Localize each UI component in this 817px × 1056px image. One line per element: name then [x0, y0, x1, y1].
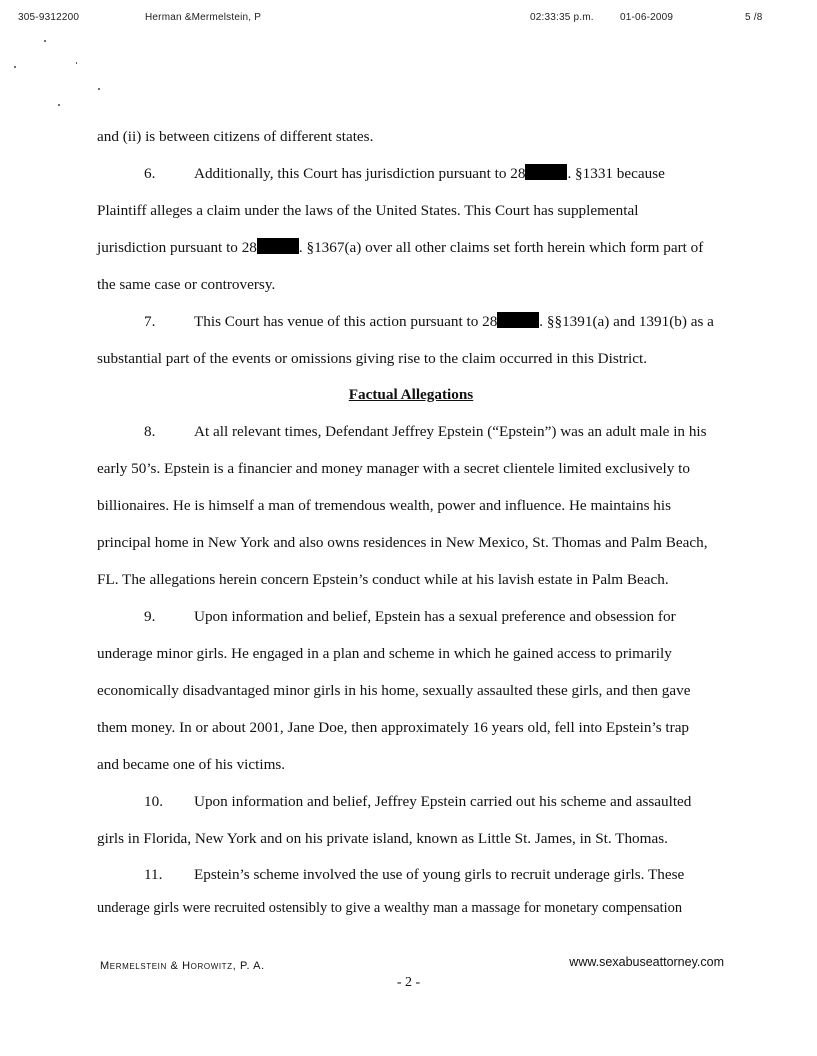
- paragraph-6-line-2: Plaintiff alleges a claim under the laws of the United States. This Court has supplemental: [97, 202, 639, 219]
- paragraph-8-line-3: billionaires. He is himself a man of tremendous wealth, power and influence. He maintains his: [97, 497, 672, 514]
- paragraph-8-line-2: early 50’s. Epstein is a financier and money manager with a secret clientele limited exclusively to: [97, 460, 690, 477]
- paragraph-9-line-1: 9. Upon information and belief, Epstein has a sexual preference and obsession for: [97, 598, 725, 635]
- paragraph-number: 10.: [144, 793, 163, 810]
- scan-speck: [76, 62, 77, 64]
- paragraph-number: 11.: [144, 866, 163, 883]
- paragraph-8-line-4: principal home in New York and also owns residences in New Mexico, St. Thomas and Palm Beach,: [97, 534, 708, 551]
- footer-website: www.sexabuseattorney.com: [569, 955, 724, 969]
- fax-sender: Herman &Mermelstein, P: [145, 12, 262, 23]
- paragraph-8-line-5: FL. The allegations herein concern Epstein’s conduct while at his lavish estate in Palm Beach.: [97, 571, 669, 588]
- paragraph-6-line-3: jurisdiction pursuant to 28 . §1367(a) over all other claims set forth herein which form part of: [97, 239, 704, 256]
- paragraph-9-line-3: economically disadvantaged minor girls in his home, sexually assaulted these girls, and then gave: [97, 682, 691, 699]
- paragraph-11-line-1: 11. Epstein’s scheme involved the use of young girls to recruit underage girls. These: [97, 856, 725, 893]
- scan-speck: [14, 66, 16, 68]
- fax-time: 02:33:35 p.m.: [530, 12, 594, 23]
- paragraph-7-line-2: substantial part of the events or omissions giving rise to the claim occurred in this District.: [97, 350, 648, 367]
- redaction-box: [257, 238, 299, 254]
- paragraph-6-line-1: 6. Additionally, this Court has jurisdiction pursuant to 28 . §1331 because: [97, 155, 725, 192]
- paragraph-6-line-4: the same case or controversy.: [97, 276, 276, 293]
- paragraph-number: 6.: [144, 165, 156, 182]
- paragraph-10-line-1: 10. Upon information and belief, Jeffrey Epstein carried out his scheme and assaulted: [97, 783, 725, 820]
- paragraph-11-line-2: underage girls were recruited ostensibly to give a wealthy man a massage for monetary compensation: [97, 900, 683, 916]
- scan-speck: [44, 40, 46, 42]
- fax-page: 5 /8: [745, 12, 763, 23]
- page-number: - 2 -: [396, 975, 421, 990]
- section-heading: Factual Allegations: [348, 386, 474, 403]
- paragraph-9-line-5: and became one of his victims.: [97, 756, 286, 773]
- footer-firm-name: Mermelstein & Horowitz, P. A.: [100, 960, 265, 972]
- intro-line: and (ii) is between citizens of different states.: [97, 128, 374, 145]
- paragraph-number: 7.: [144, 313, 156, 330]
- paragraph-8-line-1: 8. At all relevant times, Defendant Jeffrey Epstein (“Epstein”) was an adult male in his: [97, 413, 725, 450]
- scan-speck: [98, 88, 100, 90]
- fax-phone: 305-9312200: [18, 12, 80, 23]
- paragraph-9-line-2: underage minor girls. He engaged in a plan and scheme in which he gained access to primarily: [97, 645, 672, 662]
- redaction-box: [525, 164, 567, 180]
- paragraph-7-line-1: 7. This Court has venue of this action pursuant to 28 . §§1391(a) and 1391(b) as a: [97, 303, 725, 340]
- fax-date: 01-06-2009: [620, 12, 674, 23]
- scan-speck: [58, 104, 60, 106]
- paragraph-9-line-4: them money. In or about 2001, Jane Doe, then approximately 16 years old, fell into Epstein’s trap: [97, 719, 690, 736]
- redaction-box: [497, 312, 539, 328]
- paragraph-10-line-2: girls in Florida, New York and on his private island, known as Little St. James, in St. Thomas.: [97, 830, 668, 847]
- paragraph-number: 8.: [144, 423, 156, 440]
- paragraph-number: 9.: [144, 608, 156, 625]
